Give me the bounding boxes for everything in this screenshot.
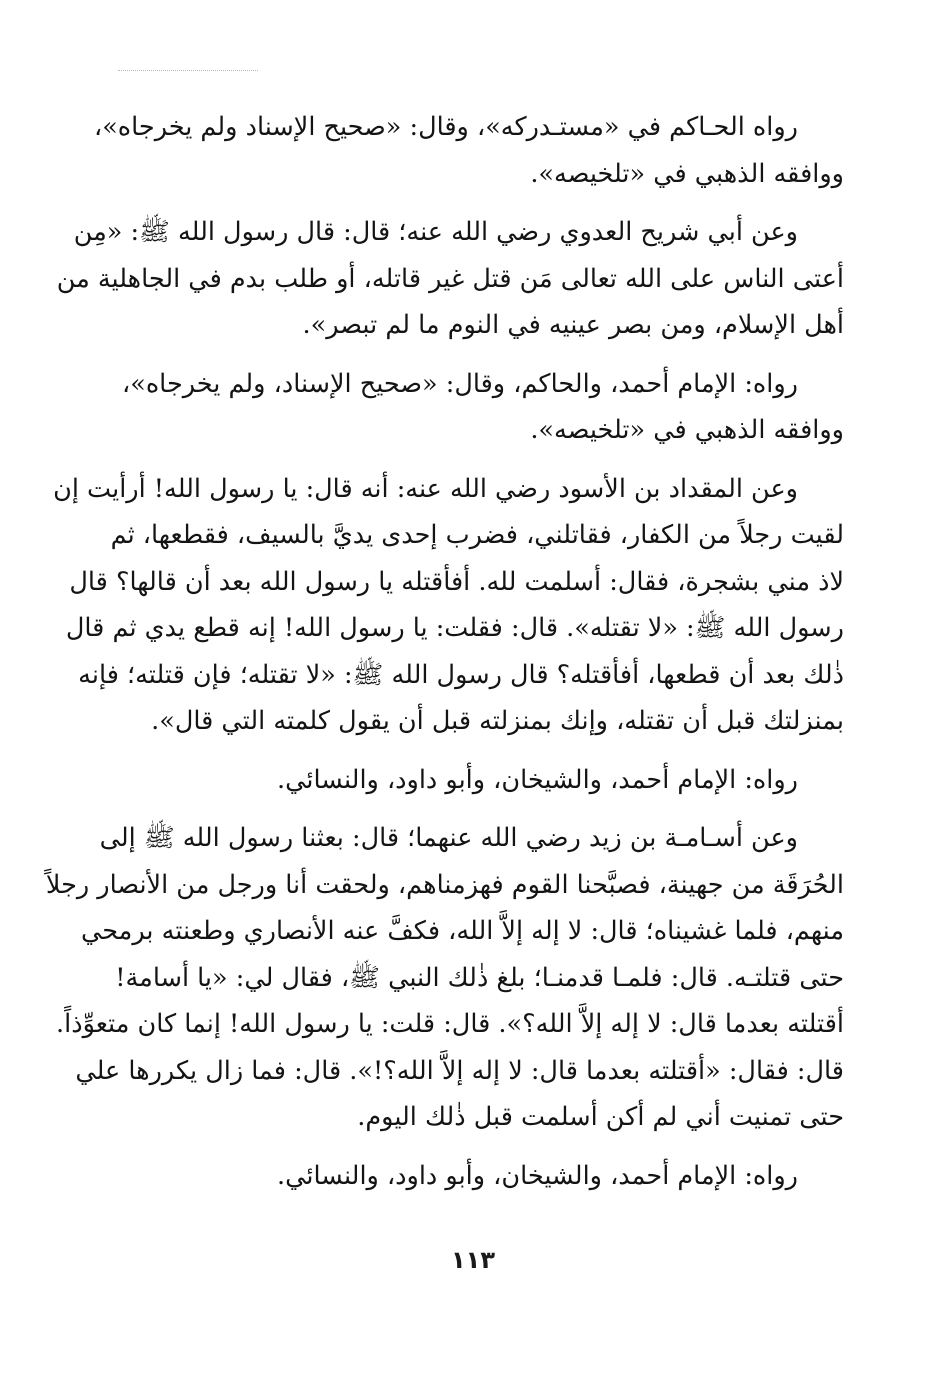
- text-line: وعن المقداد بن الأسود رضي الله عنه: أنه قال: يا رسول الله! أرأيت إن: [53, 473, 798, 504]
- text-line: رواه: الإمام أحمد، والشيخان، وأبو داود، والنسائي.: [277, 764, 798, 795]
- paragraph-citation-4: [130, 1153, 844, 1200]
- text-line: رواه: الإمام أحمد، والحاكم، وقال: «صحيح الإسناد، ولم يخرجاه»،: [121, 368, 798, 399]
- text-line: بمنزلتك قبل أن تقتله، وإنك بمنزلته قبل أن يقول كلمته التي قال».: [151, 706, 844, 736]
- paragraph-hadith-usama: [45, 815, 844, 1141]
- text-line: أعتى الناس على الله تعالى مَن قتل غير قاتله، أو طلب بدم في الجاهلية من: [56, 263, 844, 294]
- text-line: منهم، فلما غشيناه؛ قال: لا إله إلاَّ الله، فكفَّ عنه الأنصاري وطعنته برمحي: [80, 916, 844, 946]
- paragraph-hadith-abu-shurayh: [56, 209, 844, 349]
- text-line: أهل الإسلام، ومن بصر عينيه في النوم ما لم تبصر».: [302, 310, 844, 340]
- text-line: ذٰلك بعد أن قطعها، أفأقتله؟ قال رسول الله ﷺ: «لا تقتله؛ فإن قتلته؛ فإنه: [78, 659, 844, 690]
- paragraph-citation-3: [130, 757, 844, 804]
- text-line: ووافقه الذهبي في «تلخيصه».: [530, 158, 844, 189]
- text-line: رسول الله ﷺ: «لا تقتله». قال: فقلت: يا رسول الله! إنه قطع يدي ثم قال: [65, 613, 844, 643]
- text-line: وعن أسـامـة بن زيد رضي الله عنهما؛ قال: بعثنا رسول الله ﷺ إلى: [99, 823, 798, 853]
- text-line: وعن أبي شريح العدوي رضي الله عنه؛ قال: قال رسول الله ﷺ: «مِن: [73, 217, 798, 247]
- body-text: [45, 104, 844, 1199]
- scan-mark: [118, 70, 258, 71]
- text-line: ووافقه الذهبي في «تلخيصه».: [530, 415, 844, 445]
- page-number: ١١٣: [451, 1246, 495, 1274]
- text-line: لقيت رجلاً من الكفار، فقاتلني، فضرب إحدى يديَّ بالسيف، فقطعها، ثم: [110, 520, 844, 550]
- text-line: رواه الحـاكم في «مستـدركه»، وقال: «صحيح الإسناد ولم يخرجاه»،: [93, 112, 798, 142]
- text-line: رواه: الإمام أحمد، والشيخان، وأبو داود، والنسائي.: [277, 1160, 798, 1191]
- text-line: حتى تمنيت أني لم أكن أسلمت قبل ذٰلك اليوم.: [357, 1102, 844, 1132]
- text-line: لاذ مني بشجرة، فقال: أسلمت لله. أفأقتله يا رسول الله بعد أن قالها؟ قال: [69, 566, 844, 597]
- paragraph-citation-2: [121, 361, 844, 454]
- text-line: الحُرَقَة من جهينة، فصبَّحنا القوم فهزمناهم، ولحقت أنا ورجل من الأنصار رجلاً: [45, 869, 844, 900]
- paragraph-hadith-miqdad: [53, 466, 844, 745]
- text-line: قال: فقال: «أقتلته بعدما قال: لا إله إلاَّ الله؟!». قال: فما زال يكررها علي: [75, 1055, 844, 1086]
- text-line: حتى قتلتـه. قال: فلمـا قدمنـا؛ بلغ ذٰلك النبي ﷺ، فقال لي: «يا أسامة!: [115, 962, 844, 993]
- text-line: أقتلته بعدما قال: لا إله إلاَّ الله؟». قال: قلت: يا رسول الله! إنما كان متعوِّذاً.: [56, 1009, 844, 1039]
- paragraph-citation-1: [93, 104, 844, 197]
